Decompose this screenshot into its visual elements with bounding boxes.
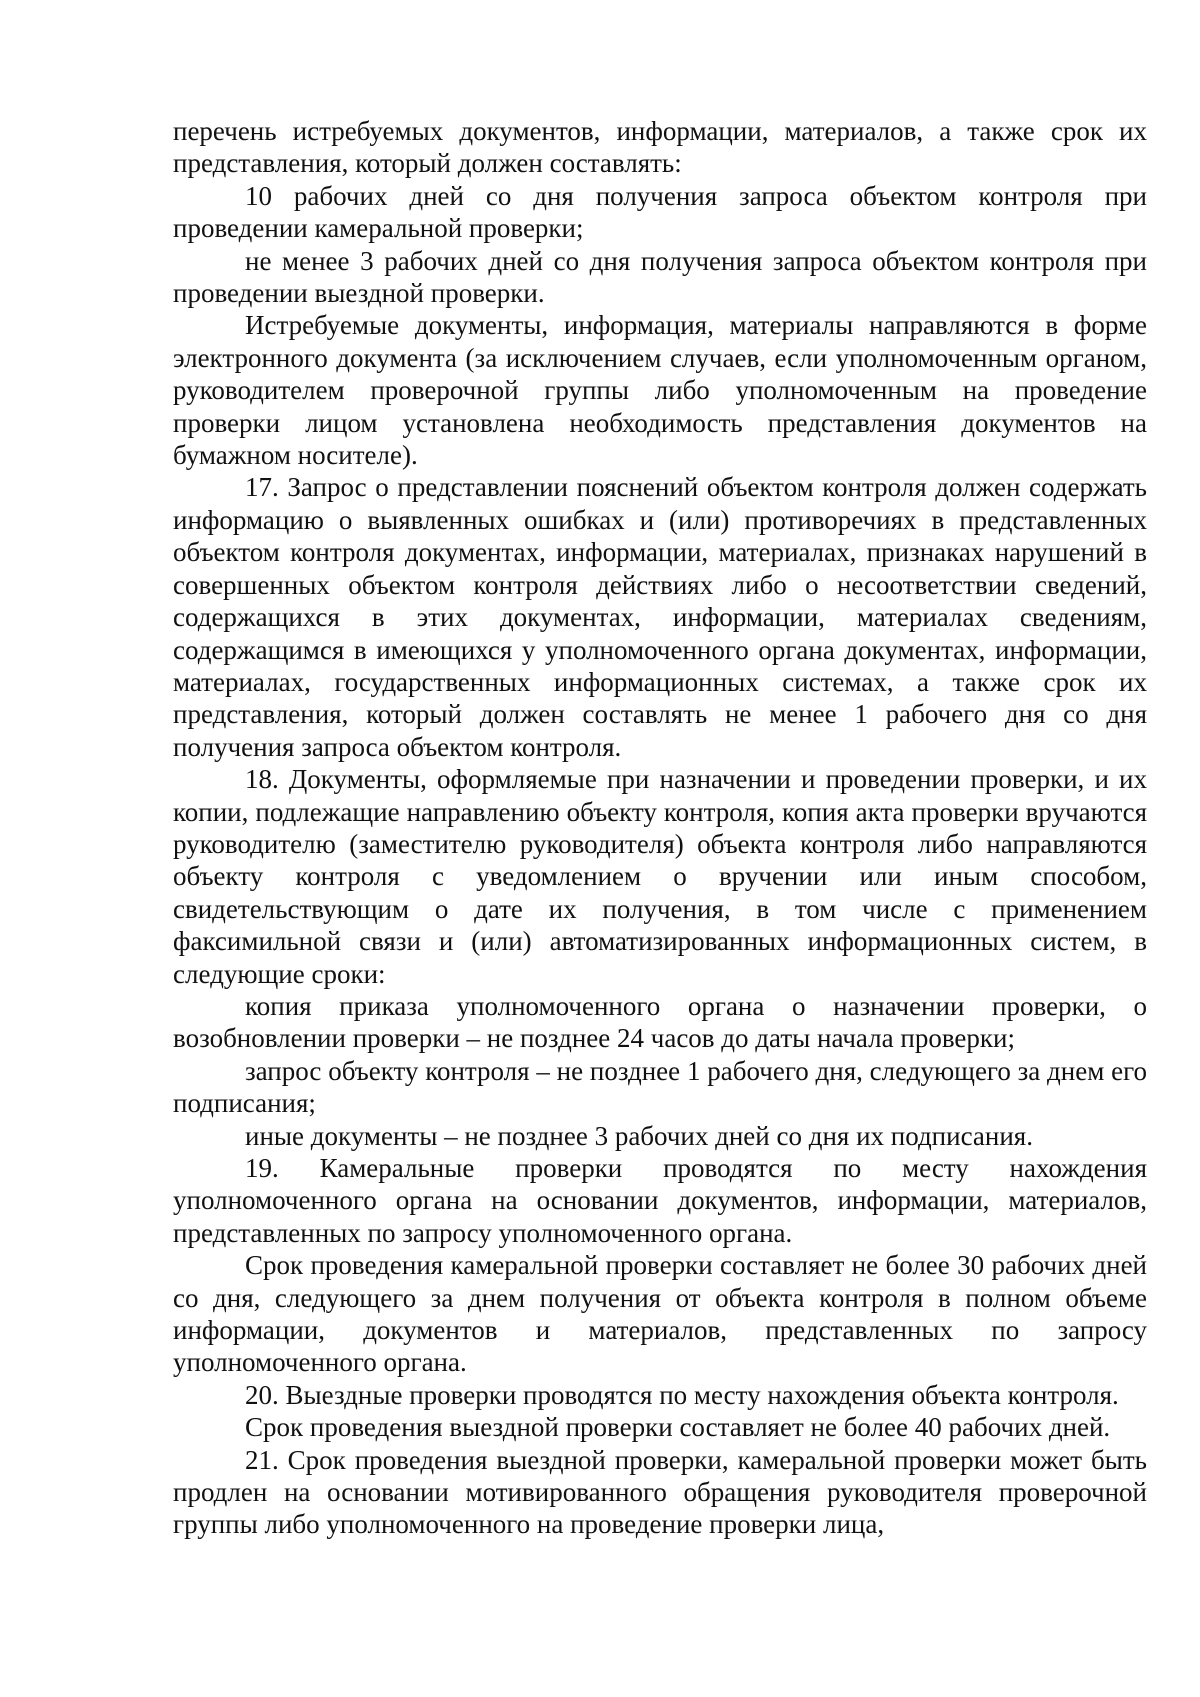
paragraph-order-copy: копия приказа уполномоченного органа о назначении проверки, о возобновлении проверки – не позднее 24 часов до даты начала проверки; xyxy=(173,990,1147,1054)
paragraph-other-documents: иные документы – не позднее 3 рабочих дней со дня их подписания. xyxy=(245,1120,1033,1151)
paragraph-field-duration: Срок проведения выездной проверки составляет не более 40 рабочих дней. xyxy=(245,1412,1111,1443)
paragraph-term-field: не менее 3 рабочих дней со дня получения запроса объектом контроля при проведении выездной проверки. xyxy=(173,245,1147,309)
paragraph-19: 19. Камеральные проверки проводятся по месту нахождения уполномоченного органа на основании документов, информации, материалов, представленных по запросу уполномоченного органа. xyxy=(173,1153,1147,1248)
paragraph-20: 20. Выездные проверки проводятся по месту нахождения объекта контроля. xyxy=(245,1379,1119,1410)
paragraph-21: 21. Срок проведения выездной проверки, камеральной проверки может быть продлен на основании мотивированного обращения руководителя проверочной группы либо уполномоченного на проведение проверки лица, xyxy=(173,1444,1147,1540)
paragraph-continuation: перечень истребуемых документов, информации, материалов, а также срок их представления, который должен составлять: xyxy=(173,116,1147,179)
paragraph-17: 17. Запрос о представлении пояснений объектом контроля должен содержать информацию о выявленных ошибках и (или) противоречиях в представленных объектом контроля документах, информации, материалах, признаках нарушений в совершенных объектом контроля действиях либо о несоответствии сведений, содержащихся в этих документах, информации, материалах сведениям, содержащимся в имеющихся у уполномоченного органа документах, информации, материалах, государственных информационных системах, а также срок их представления, который должен составлять не менее 1 рабочего дня со дня получения запроса объектом контроля. xyxy=(173,472,1147,762)
document-page xyxy=(173,115,1147,1541)
paragraph-cameral-duration: Срок проведения камеральной проверки составляет не более 30 рабочих дней со дня, следующего за днем получения от объекта контроля в полном объеме информации, документов и материалов, представленных по запросу уполномоченного органа. xyxy=(173,1250,1147,1378)
paragraph-electronic-form: Истребуемые документы, информация, материалы направляются в форме электронного документа (за исключением случаев, если уполномоченным органом, руководителем проверочной группы либо уполномоченным на проведение проверки лицом установлена необходимость представления документов на бумажном носителе). xyxy=(173,310,1147,471)
paragraph-18: 18. Документы, оформляемые при назначении и проведении проверки, и их копии, подлежащие направлению объекту контроля, копия акта проверки вручаются руководителю (заместителю руководителя) объекта контроля либо направляются объекту контроля с уведомлением о вручении или иным способом, свидетельствующим о дате их получения, в том числе с применением факсимильной связи и (или) автоматизированных информационных систем, в следующие сроки: xyxy=(173,764,1147,989)
paragraph-request: запрос объекту контроля – не позднее 1 рабочего дня, следующего за днем его подписания; xyxy=(173,1055,1147,1119)
paragraph-term-cameral: 10 рабочих дней со дня получения запроса объектом контроля при проведении камеральной проверки; xyxy=(173,180,1147,244)
